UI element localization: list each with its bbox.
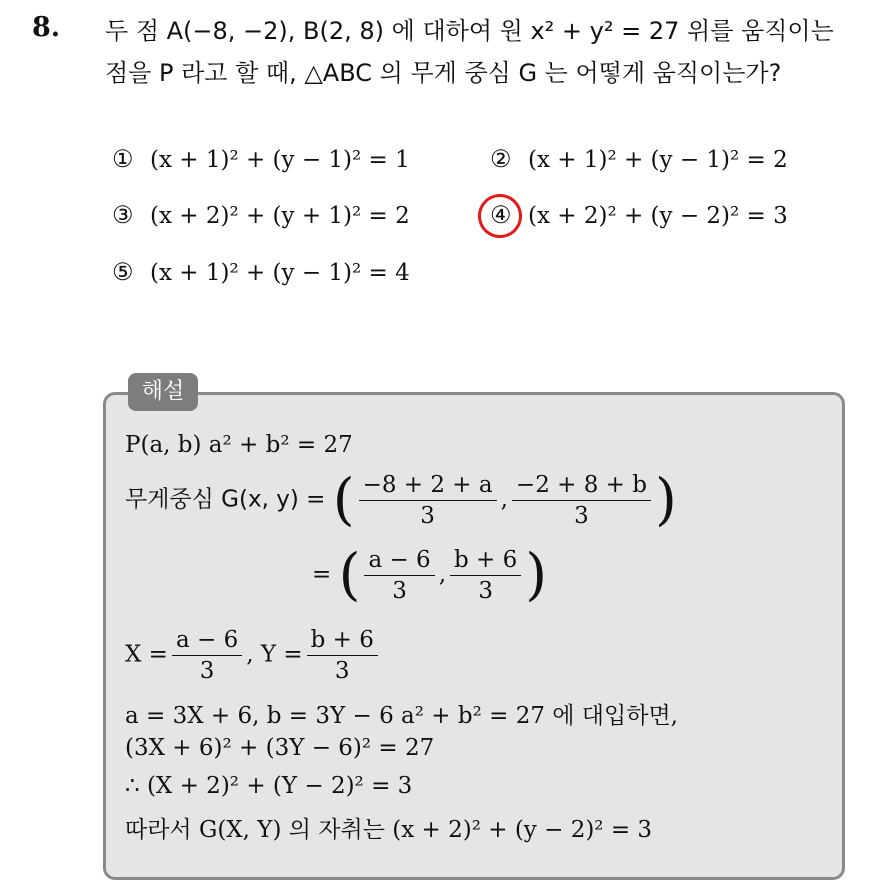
fraction-y-denominator: 3 [574, 503, 589, 529]
fraction-Y-numerator: b + 6 [307, 625, 378, 656]
fraction-b-numerator: b + 6 [450, 545, 521, 576]
fraction-X-numerator: a − 6 [172, 625, 242, 656]
x-label: X = [125, 641, 168, 668]
y-label: , Y = [246, 641, 303, 668]
centroid-label: 무게중심 G(x, y) = [125, 486, 326, 513]
fraction-X-denominator: 3 [199, 658, 215, 684]
choice-4-number: ④ [490, 201, 512, 229]
choice-4-equation: (x + 2)² + (y − 2)² = 3 [528, 203, 788, 229]
solution-line-3: = ( $\frac{a - 6}{3}$ , $\frac{b + 6}{3}$ ) [312, 542, 548, 608]
fraction-y [512, 470, 651, 531]
fraction-x [359, 470, 497, 531]
choice-3-number: ③ [112, 201, 134, 229]
question-number: 8. [32, 12, 61, 43]
solution-label: 해설 [128, 373, 198, 411]
equals-sign: = [312, 561, 332, 588]
choice-3-equation: (x + 2)² + (y + 1)² = 2 [150, 203, 410, 229]
choice-1-equation: (x + 1)² + (y − 1)² = 1 [150, 147, 410, 173]
solution-line-7: ∴ (X + 2)² + (Y − 2)² = 3 [125, 773, 413, 799]
choice-5-number: ⑤ [112, 258, 134, 286]
solution-line-8: 따라서 G(X, Y) 의 자취는 (x + 2)² + (y − 2)² = 3 [125, 817, 653, 843]
fraction-a [364, 545, 434, 606]
fraction-y-numerator: −2 + 8 + b [512, 470, 651, 501]
fraction-x-numerator: −8 + 2 + a [359, 470, 497, 501]
choice-2-equation: (x + 1)² + (y − 1)² = 2 [528, 147, 788, 173]
fraction-x-denominator: 3 [420, 503, 435, 529]
choice-2-number: ② [490, 145, 512, 173]
fraction-X [172, 625, 242, 686]
choice-4[interactable] [490, 201, 788, 229]
fraction-b [450, 545, 521, 606]
solution-line-5: a = 3X + 6, b = 3Y − 6 a² + b² = 27 에 대입하면, [125, 703, 678, 729]
paren-close: ) [525, 542, 548, 608]
question-line-2: 점을 P 라고 할 때, △ABC 의 무게 중심 G 는 어떻게 움직이는가? [105, 59, 782, 87]
question-line-1: 두 점 A(−8, −2), B(2, 8) 에 대하여 원 x² + y² = 27 위를 움직이는 [105, 17, 834, 45]
choice-2[interactable] [490, 145, 788, 173]
fraction-Y-denominator: 3 [334, 658, 350, 684]
paren-open: ( [338, 542, 361, 608]
solution-line-1: P(a, b) a² + b² = 27 [125, 432, 353, 458]
paren-open: ( [332, 467, 355, 533]
choice-1-number: ① [112, 145, 134, 173]
fraction-a-numerator: a − 6 [364, 545, 434, 576]
fraction-Y [307, 625, 378, 686]
choice-5[interactable] [112, 258, 410, 286]
solution-line-6: (3X + 6)² + (3Y − 6)² = 27 [125, 735, 435, 761]
solution-line-2: 무게중심 G(x, y) = ( $\frac{-8 + 2 + a}{3}$ , $\frac{-2 + 8 + b}{3}$ ) [125, 467, 677, 533]
answer-circle-mark [474, 190, 526, 242]
question-text [105, 10, 875, 94]
paren-close: ) [654, 467, 677, 533]
fraction-b-denominator: 3 [478, 578, 493, 604]
choice-3[interactable] [112, 201, 410, 229]
solution-line-4 [125, 625, 382, 686]
choice-1[interactable] [112, 145, 410, 173]
choice-5-equation: (x + 1)² + (y − 1)² = 4 [150, 260, 410, 286]
fraction-a-denominator: 3 [392, 578, 407, 604]
